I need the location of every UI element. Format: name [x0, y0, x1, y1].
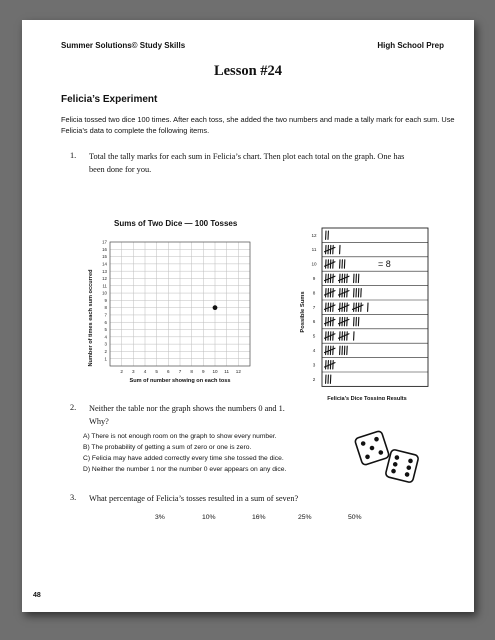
graph-y-axis-label: Number of times each sum occurred	[88, 269, 94, 367]
y-tick-label: 2	[104, 349, 107, 355]
y-tick-label: 8	[104, 305, 107, 311]
y-tick-label: 3	[104, 341, 107, 347]
y-tick-label: 12	[102, 276, 107, 282]
y-tick-label: 16	[102, 246, 107, 252]
question-1-number: 1.	[70, 151, 77, 160]
two-dice-icon	[352, 424, 424, 486]
question-2-choices	[83, 431, 286, 475]
tally-total-label: = 8	[378, 259, 391, 270]
y-tick-label: 1	[104, 356, 107, 362]
choice-16-percent[interactable]: 16%	[252, 514, 266, 521]
question-3-text: What percentage of Felicia’s tosses resulted in a sum of seven?	[89, 494, 299, 503]
x-tick-label: 7	[178, 369, 182, 374]
y-tick-label: 10	[102, 290, 107, 296]
worksheet-page	[22, 20, 474, 612]
intro-paragraph: Felicia tossed two dice 100 times. After each toss, she added the two numbers and made a tally mark for each sum. Use Felicia’s data to complete the following items.	[61, 115, 455, 135]
y-tick-label: 4	[104, 334, 107, 340]
tally-sum-label: 8	[312, 290, 316, 296]
choice-a[interactable]: A) There is not enough room on the graph to show every number.	[83, 433, 277, 440]
tally-table-y-label: Possible Sums	[300, 291, 306, 333]
header-series-title: Summer Solutions© Study Skills	[61, 41, 186, 50]
choice-3-percent[interactable]: 3%	[155, 514, 165, 521]
y-tick-label: 9	[104, 297, 107, 303]
x-tick-label: 10	[212, 369, 218, 374]
y-tick-label: 7	[104, 312, 107, 318]
y-tick-label: 5	[104, 327, 107, 333]
y-tick-label: 17	[102, 239, 107, 245]
chart-title: Sums of Two Dice — 100 Tosses	[114, 219, 238, 228]
y-tick-label: 13	[102, 268, 107, 274]
graph-ticks	[102, 240, 241, 374]
tally-sum-label: 10	[311, 261, 317, 267]
tally-sum-label: 6	[312, 319, 316, 325]
choice-50-percent[interactable]: 50%	[348, 514, 362, 521]
lesson-title: Lesson #24	[213, 63, 283, 79]
tally-table-frame	[322, 228, 428, 386]
tally-sum-label: 3	[312, 362, 316, 368]
y-tick-label: 6	[104, 319, 107, 325]
tally-sum-label: 2	[312, 376, 316, 382]
tally-sum-label: 5	[312, 333, 316, 339]
choice-10-percent[interactable]: 10%	[202, 514, 216, 521]
x-tick-label: 5	[155, 369, 158, 374]
tally-sum-label: 12	[311, 232, 317, 238]
y-tick-label: 11	[102, 283, 107, 289]
choice-c[interactable]: C) Felicia may have added correctly every time she tossed the dice.	[83, 455, 284, 462]
question-2-number: 2.	[70, 403, 77, 412]
header-level: High School Prep	[377, 41, 444, 50]
tally-sum-label: 11	[311, 247, 317, 253]
x-tick-label: 8	[190, 369, 193, 374]
graph-points	[213, 305, 218, 310]
x-tick-label: 12	[235, 369, 241, 374]
x-tick-label: 3	[132, 369, 135, 374]
data-point	[213, 305, 218, 310]
tally-sum-label: 9	[312, 276, 316, 281]
choice-d[interactable]: D) Neither the number 1 nor the number 0 ever appears on any dice.	[83, 466, 287, 473]
graph-grid	[110, 242, 250, 366]
question-3-number: 3.	[70, 493, 77, 502]
tally-sum-label: 4	[312, 348, 316, 353]
section-title: Felicia’s Experiment	[61, 94, 158, 105]
page-number: 48	[33, 592, 41, 599]
tally-sum-label: 7	[312, 304, 316, 310]
x-tick-label: 4	[143, 369, 147, 374]
x-tick-label: 2	[120, 369, 123, 374]
question-1-text: Total the tally marks for each sum in Felicia’s chart. Then plot each total on the graph. One has been done for you.	[89, 152, 405, 174]
tally-table	[311, 228, 428, 386]
x-tick-label: 11	[224, 369, 230, 374]
graph-x-axis-label: Sum of number showing on each toss	[129, 378, 231, 384]
y-tick-label: 15	[102, 254, 107, 260]
chart-area	[22, 20, 474, 400]
y-tick-label: 14	[102, 261, 107, 267]
choice-b[interactable]: B) The probability of getting a sum of zero or one is zero.	[83, 444, 252, 451]
question-2-text: Neither the table nor the graph shows the numbers 0 and 1. Why?	[89, 404, 285, 426]
tally-table-caption: Felicia’s Dice Tossing Results	[327, 396, 407, 400]
x-tick-label: 9	[202, 369, 205, 374]
x-tick-label: 6	[167, 369, 170, 374]
choice-25-percent[interactable]: 25%	[298, 514, 312, 521]
